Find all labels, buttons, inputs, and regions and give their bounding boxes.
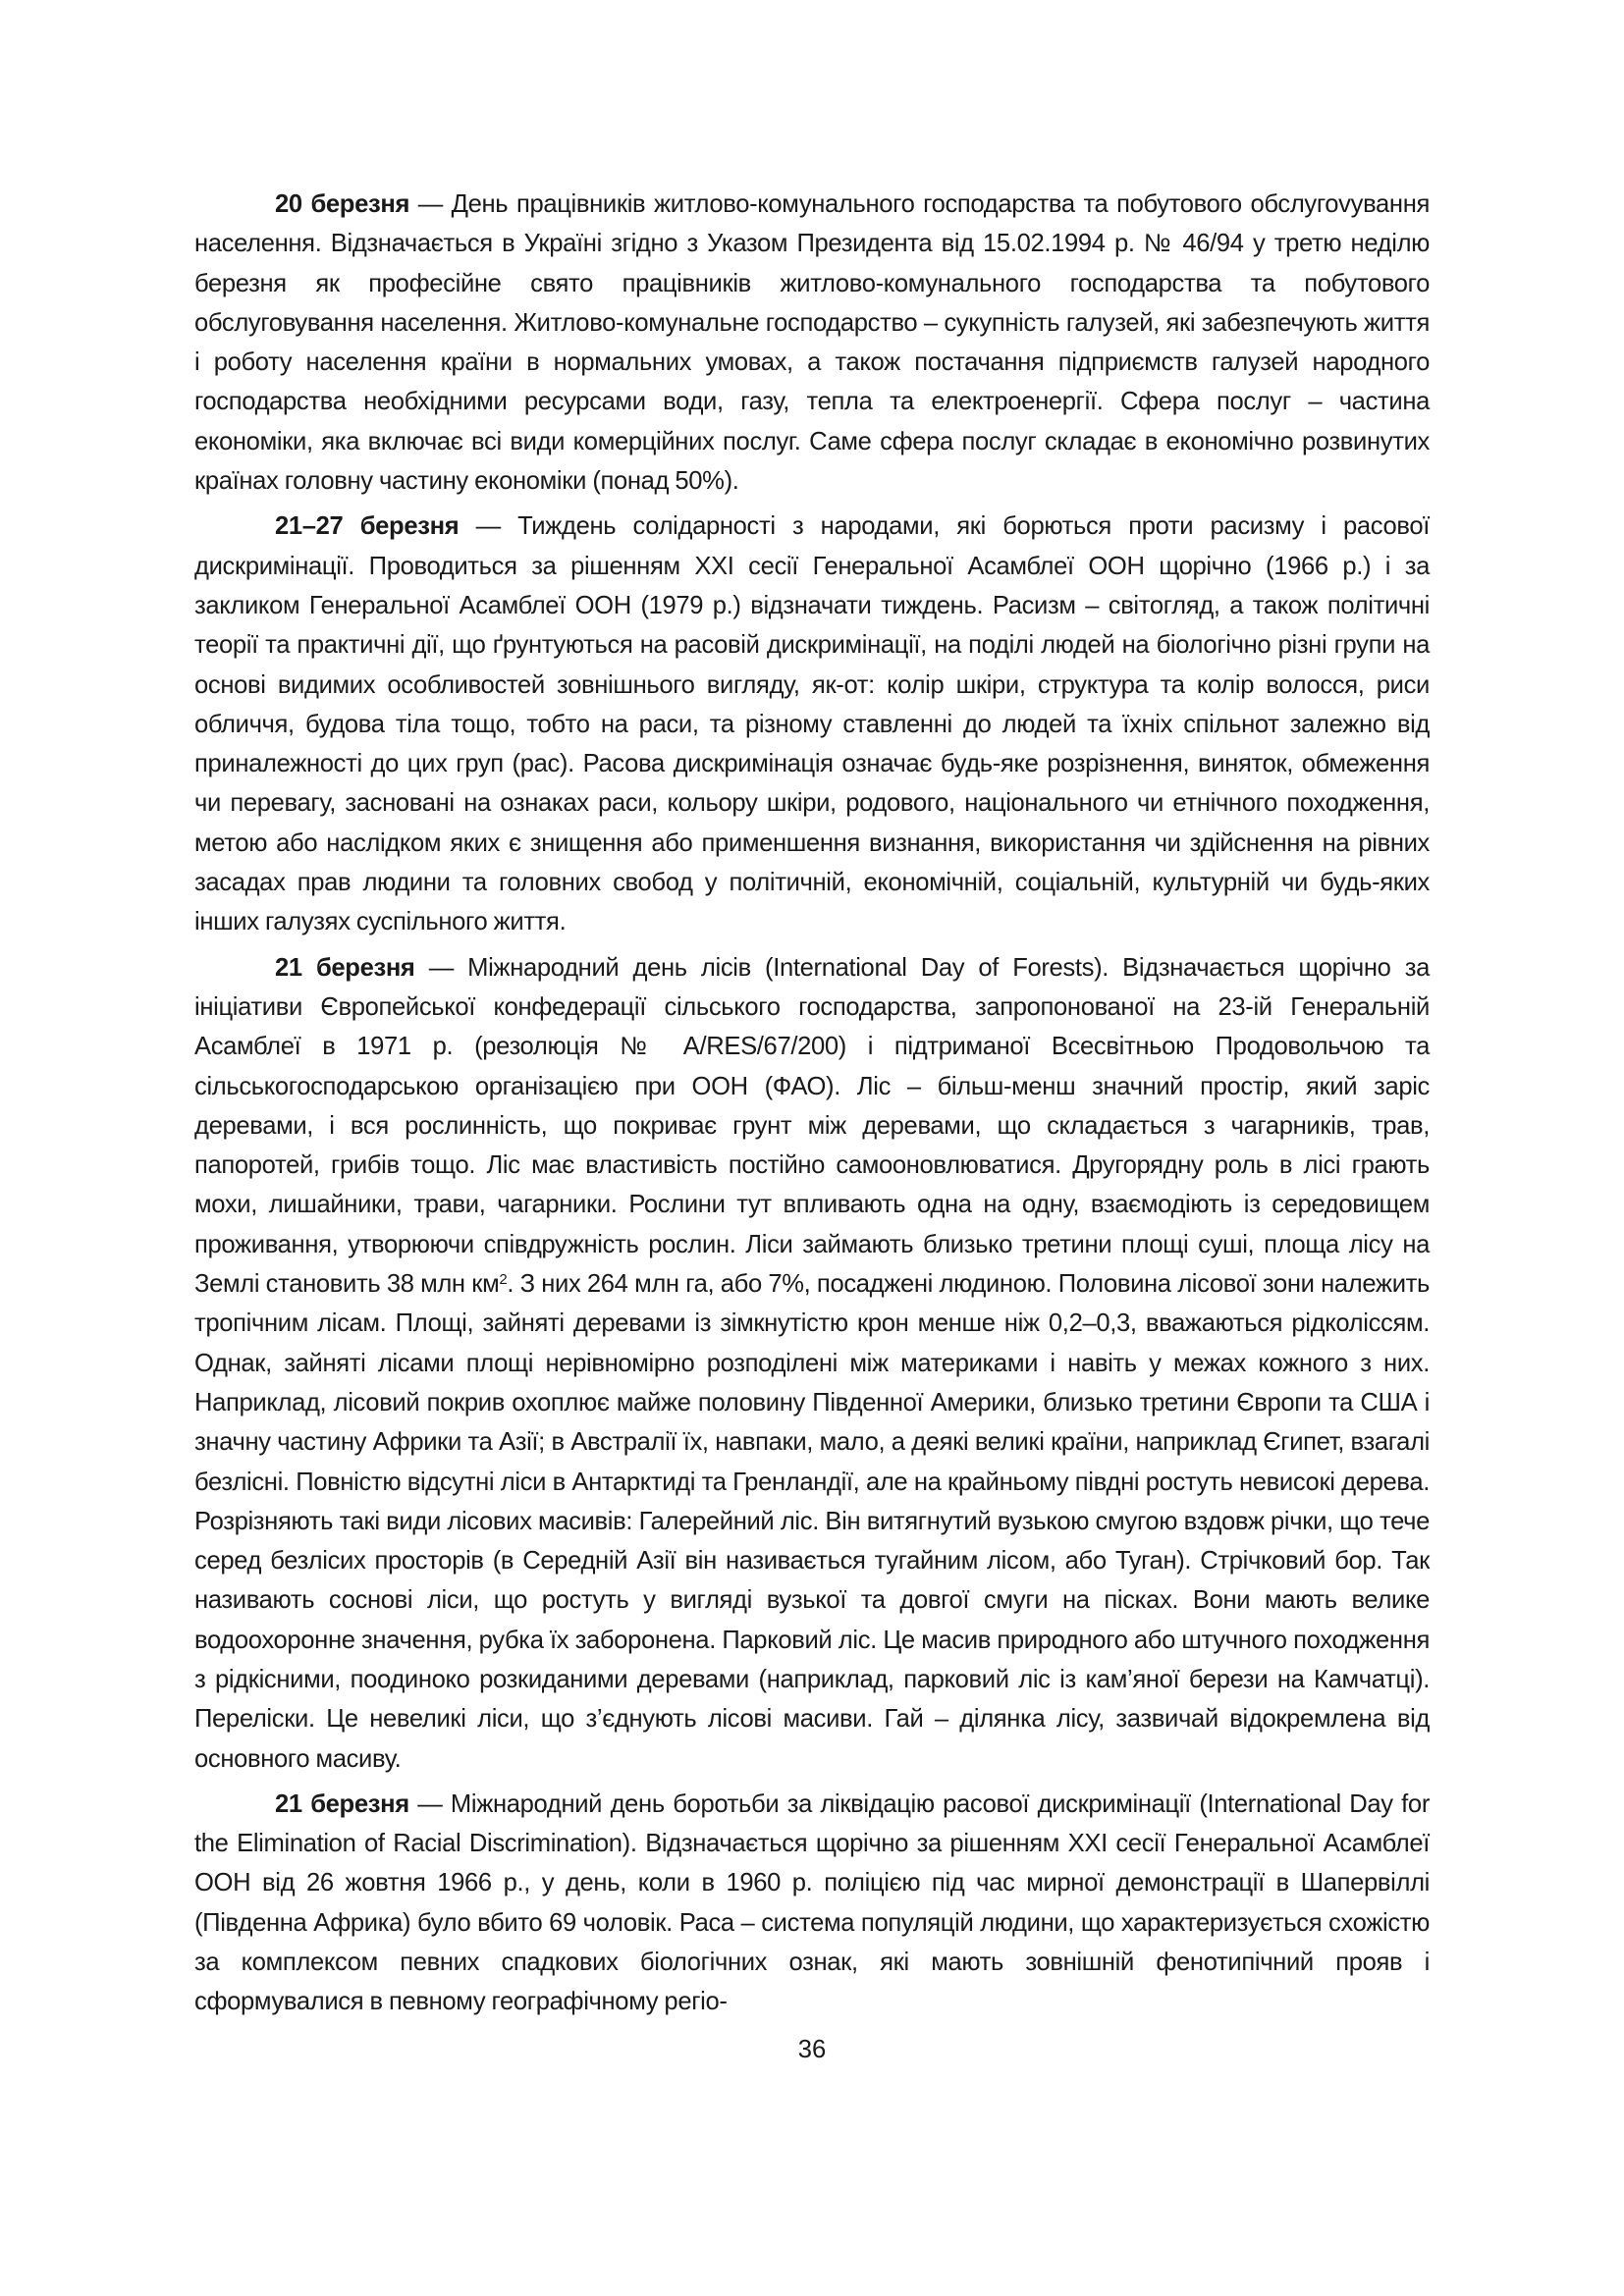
paragraph-text: — Міжнародний день лісів (International Day of Forests). Відзначається щорічно за ініціативи Європейської конфедерації сільського господарства, запропонованої на 23-ій Генеральній Асамблеї в 1971 р. (резолюція № A/RES/67/200) і підтриманої Всесвітньою Продовольчою та сільськогосподарською організацією при ООН (ФАО). Ліс – більш-менш значний простір, який заріс деревами, і вся рослинність, що покриває грунт між деревами, що складається з чагарників, трав, папоротей, грибів тощо. Ліс має властивість постійно самооновлюватися. Другорядну роль в лісі грають мохи, лишайники, трави, чагарники. Рослини тут впливають одна на одну, взаємодіють із середовищем проживання, утворюючи співдружність рослин. Ліси займають близько третини площі суші, площа лісу на Землі становить 38 млн км xyxy=(194,953,1431,1299)
paragraph-text-continued: . З них 264 млн га, або 7%, посаджені людиною. Половина лісової зони належить тропічним лісам. Площі, зайняті деревами із зімкнутістю крон менше ніж 0,2–0,3, вважаються рідколіссям. Однак, зайняті лісами площі нерівномірно розподілені між материками і навіть у межах кожного з них. Наприклад, лісовий покрив охоплює майже половину Південної Америки, близько третини Європи та США і значну частину Африки та Азії; в Австралії їх, навпаки, мало, а деякі великі країни, наприклад Єгипет, взaгалі безлісні. Повністю відсутні ліси в Антарктиді та Гренландії, але на крайньому півдні ростуть невисокі дерева. Розрізняють такі види лісових масивів: Галерейний ліс. Він витягнутий вузькою смугою вздовж річки, що тече серед безлісих просторів (в Середній Азії він називається тугайним лісом, або Туган). Стрічковий бор. Так називають соснові ліси, що ростуть у вигляді вузької та довгої смуги на пісках. Вони мають велике водоохоронне значення, рубка їх заборонена. Парковий ліс. Це масив природного або штучного походження з рідкісними, поодиноко розкиданими деревами (наприклад, парковий ліс із кам’яної берези на Камчатці). Перелiски. Це невеликі ліси, що з’єднують лісові масиви. Гай – ділянка лісу, зазвичай відокремлена від основного масиву. xyxy=(194,1270,1431,1773)
paragraph-text: — Міжнародний день боротьби за ліквідацію расової дискримінації (International Day for the Elimination of Racial Discrimination). Відзначається щорічно за рішенням XXI сесії Генеральної Асамблеї ООН від 26 жовтня 1966 р., у день, коли в 1960 р. поліцією під час мирної демонстрації в Шапервіллі (Південна Африка) було вбито 69 чоловік. Раса – система популяцій людини, що характеризується схожістю за комплексом певних спадкових біологічних ознак, які мають зовнішній фенотипічний прояв і сформувалися в певному географічному регіо- xyxy=(194,1789,1430,2016)
paragraph-date: 21 березня xyxy=(275,1789,409,1818)
paragraph-racial-discrimination-day xyxy=(194,1785,1430,2022)
paragraph-text: — День працівників житлово-комунального господарства та побутового обслугоvування населення. Відзначається в Україні згідно з Указом Президента від 15.02.1994 р. № 46/94 у третю неділю березня як професійне свято працівників житлово-комунального господарства та побутового обслуговування населення. Житлово-комунальне господарство – сукупність галузей, які забезпечують життя і роботу населення країни в нормальних умовах, а також постачання підприємств галузей народного господарства необхідними ресурсами води, газу, тепла та електроенергії. Сфера послуг – частина економіки, яка включає всі види комерційних послуг. Саме сфера послуг складає в економічно розвинутих країнах головну частину економіки (понад 50%). xyxy=(194,190,1430,496)
paragraph-solidarity-week xyxy=(194,507,1430,941)
paragraph-text: — Тиждень солідарності з народами, які борються проти расизму і расової дискримінації. Проводиться за рішенням XXI сесії Генеральної Асамблеї ООН щорічно (1966 р.) і за закликом Генеральної Асамблеї ООН (1979 р.) відзначати тиждень. Расизм – світогляд, а також політичні теорії та практичні дії, що ґрунтуються на расовій дискримінації, на поділі людей на біологічно різні групи на основі видимих особливостей зовнішнього вигляду, як-от: колір шкіри, структура та колір волосся, риси обличчя, будова тіла тощо, тобто на раси, та різному ставленні до людей та їхніх спільнот залежно від приналежності до цих груп (рас). Расова дискримінація означає будь-яке розрізнення, виняток, обмеження чи перевагу, засновані на ознаках раси, кольору шкіри, родового, національного чи етнічного походження, метою або наслідком яких є знищення або применшення визнання, використання чи здійснення на рівних засадах прав людини та головних свобод у політичній, економічній, соціальній, культурній чи будь-яких інших галузях суспільного життя. xyxy=(194,512,1430,936)
document-page xyxy=(194,185,1430,2028)
page-number: 36 xyxy=(797,2036,827,2063)
paragraph-date: 21–27 березня xyxy=(275,512,460,541)
paragraph-housing-day xyxy=(194,185,1430,501)
superscript: 2 xyxy=(499,1270,508,1288)
paragraph-date: 20 березня xyxy=(275,190,410,218)
paragraph-forests-day xyxy=(194,948,1430,1779)
paragraph-date: 21 березня xyxy=(275,953,415,982)
